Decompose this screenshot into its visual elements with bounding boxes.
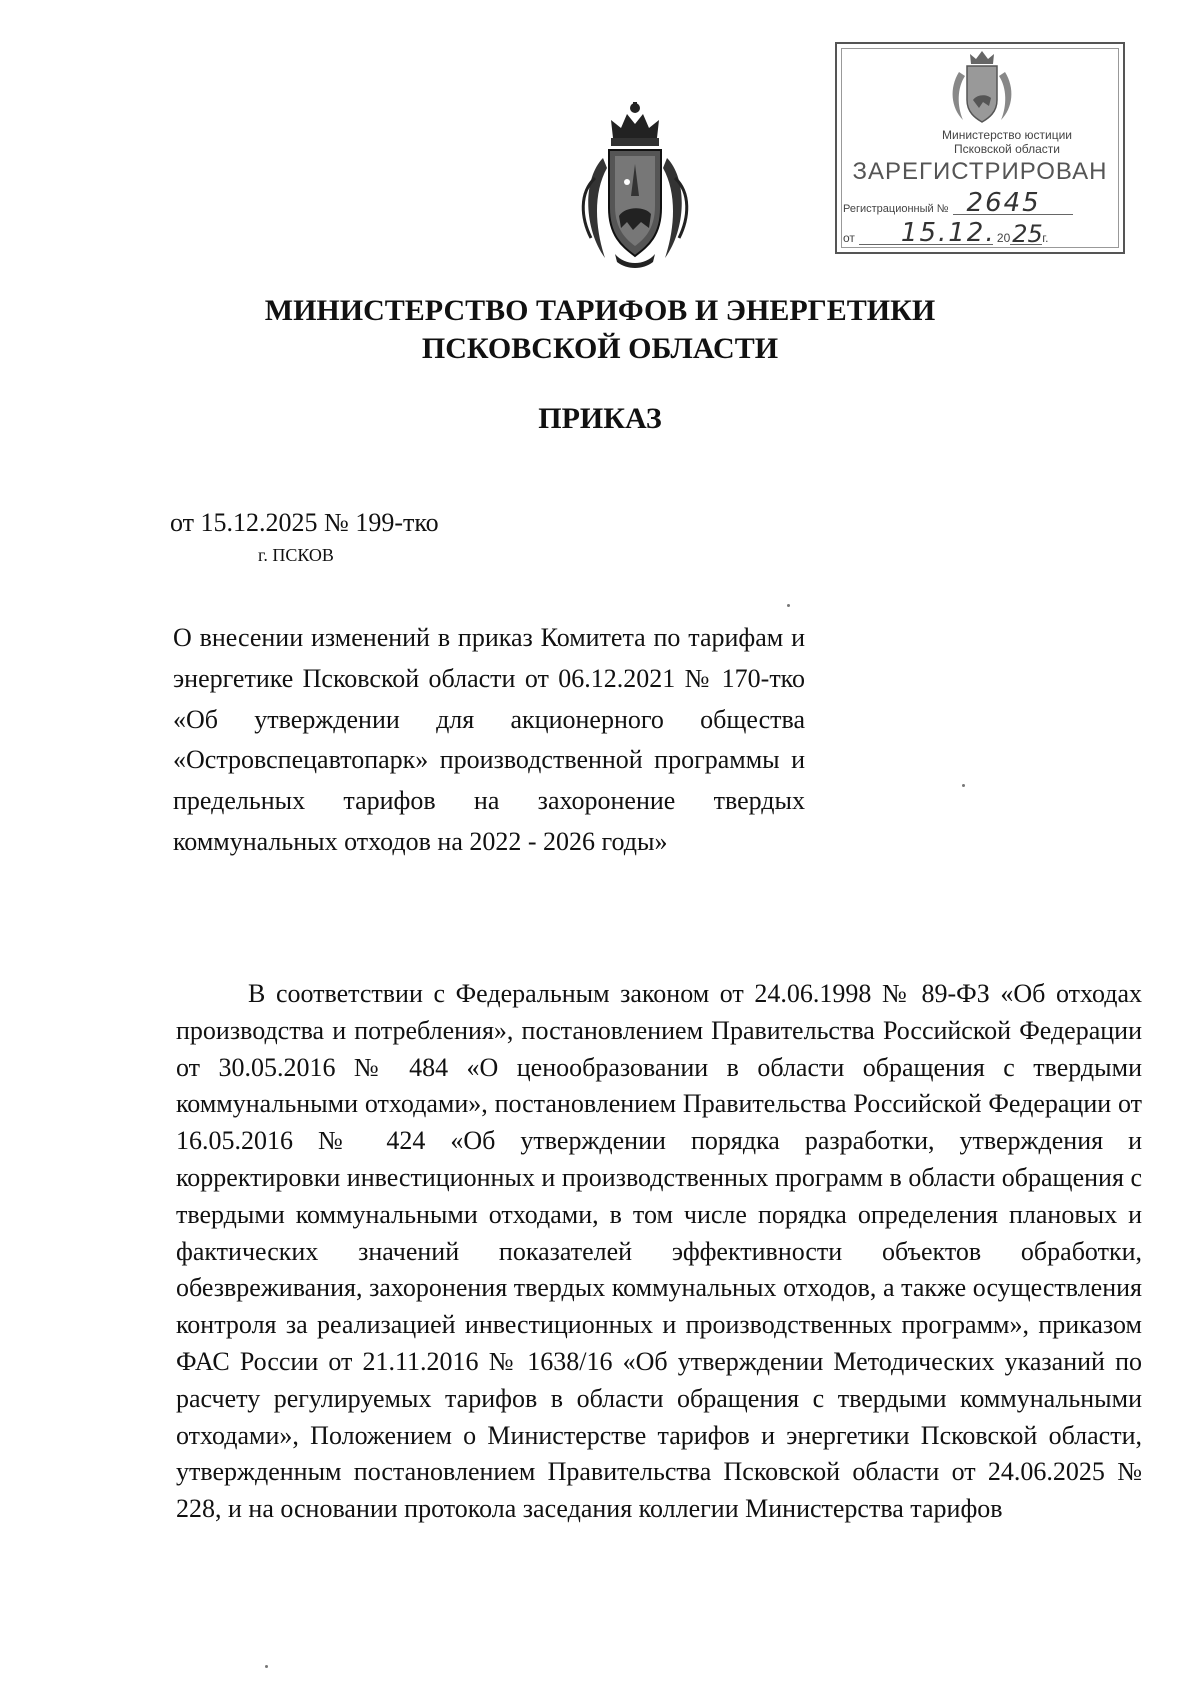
- stamp-ministry-name: [837, 128, 1123, 156]
- coat-of-arms-emblem: [575, 98, 695, 270]
- stamp-date-prefix: от: [843, 231, 855, 245]
- stamp-year-value: 25: [1012, 220, 1043, 248]
- stamp-registration-label: Регистрационный №: [843, 203, 949, 215]
- stamp-year-suffix: г.: [1042, 231, 1049, 245]
- stamp-date-field: [859, 218, 996, 248]
- stamp-registration-line: [843, 188, 1073, 218]
- order-date-number: от 15.12.2025 № 199-тко: [170, 508, 439, 537]
- stamp-status: ЗАРЕГИСТРИРОВАН: [852, 158, 1108, 185]
- ministry-title-line-1: МИНИСТЕРСТВО ТАРИФОВ И ЭНЕРГЕТИКИ: [264, 294, 936, 327]
- registration-stamp: [835, 42, 1125, 254]
- stamp-date-line: [843, 218, 1049, 248]
- stamp-ministry-line-2: Псковской области: [954, 142, 1060, 156]
- stamp-registration-number: 2645: [966, 188, 1041, 218]
- stamp-year-prefix: 20: [996, 231, 1011, 245]
- order-city: г. ПСКОВ: [258, 545, 334, 565]
- ministry-title-line-2: ПСКОВСКОЙ ОБЛАСТИ: [421, 332, 779, 365]
- scan-speck: [787, 604, 790, 607]
- stamp-year-field: [1010, 220, 1043, 248]
- stamp-registration-field: [953, 188, 1073, 218]
- stamp-date-value: 15.12.: [900, 218, 996, 248]
- order-subject: О внесении изменений в приказ Комитета по тарифам и энергетике Псковской области от 06.12.2021 № 170-тко «Об утверждении для акционерного общества «Островспецавтопарк» производственной программы и предельных тарифов на захоронение твердых коммунальных отходов на 2022 - 2026 годы»: [173, 623, 805, 856]
- scan-speck: [265, 1665, 268, 1668]
- stamp-ministry-line-1: Министерство юстиции: [942, 128, 1072, 142]
- order-preamble-paragraph: В соответствии с Федеральным законом от 24.06.1998 № 89-ФЗ «Об отходах производства и потребления», постановлением Правительства Российской Федерации от 30.05.2016 № 484 «О ценообразовании в области обращения с твердыми коммунальными отходами», постановлением Правительства Российской Федерации от 16.05.2016 № 424 «Об утверждении порядка разработки, утверждения и корректировки инвестиционных и производственных программ в области обращения с твердыми коммунальными отходами, в том числе порядка определения плановых и фактических значений показателей эффективности объектов обработки, обезвреживания, захоронения твердых коммунальных отходов, а также осуществления контроля за реализацией инвестиционных и производственных программ», приказом ФАС России от 21.11.2016 № 1638/16 «Об утверждении Методических указаний по расчету регулируемых тарифов в области обращения с твердыми коммунальными отходами», Положением о Министерстве тарифов и энергетики Псковской области, утвержденным постановлением Правительства Псковской области от 24.06.2025 № 228, и на основании протокола заседания коллегии Министерства тарифов: [176, 979, 1142, 1524]
- document-type-heading: ПРИКАЗ: [538, 402, 662, 435]
- stamp-coat-of-arms-icon: [945, 48, 1019, 124]
- scan-speck: [962, 784, 965, 787]
